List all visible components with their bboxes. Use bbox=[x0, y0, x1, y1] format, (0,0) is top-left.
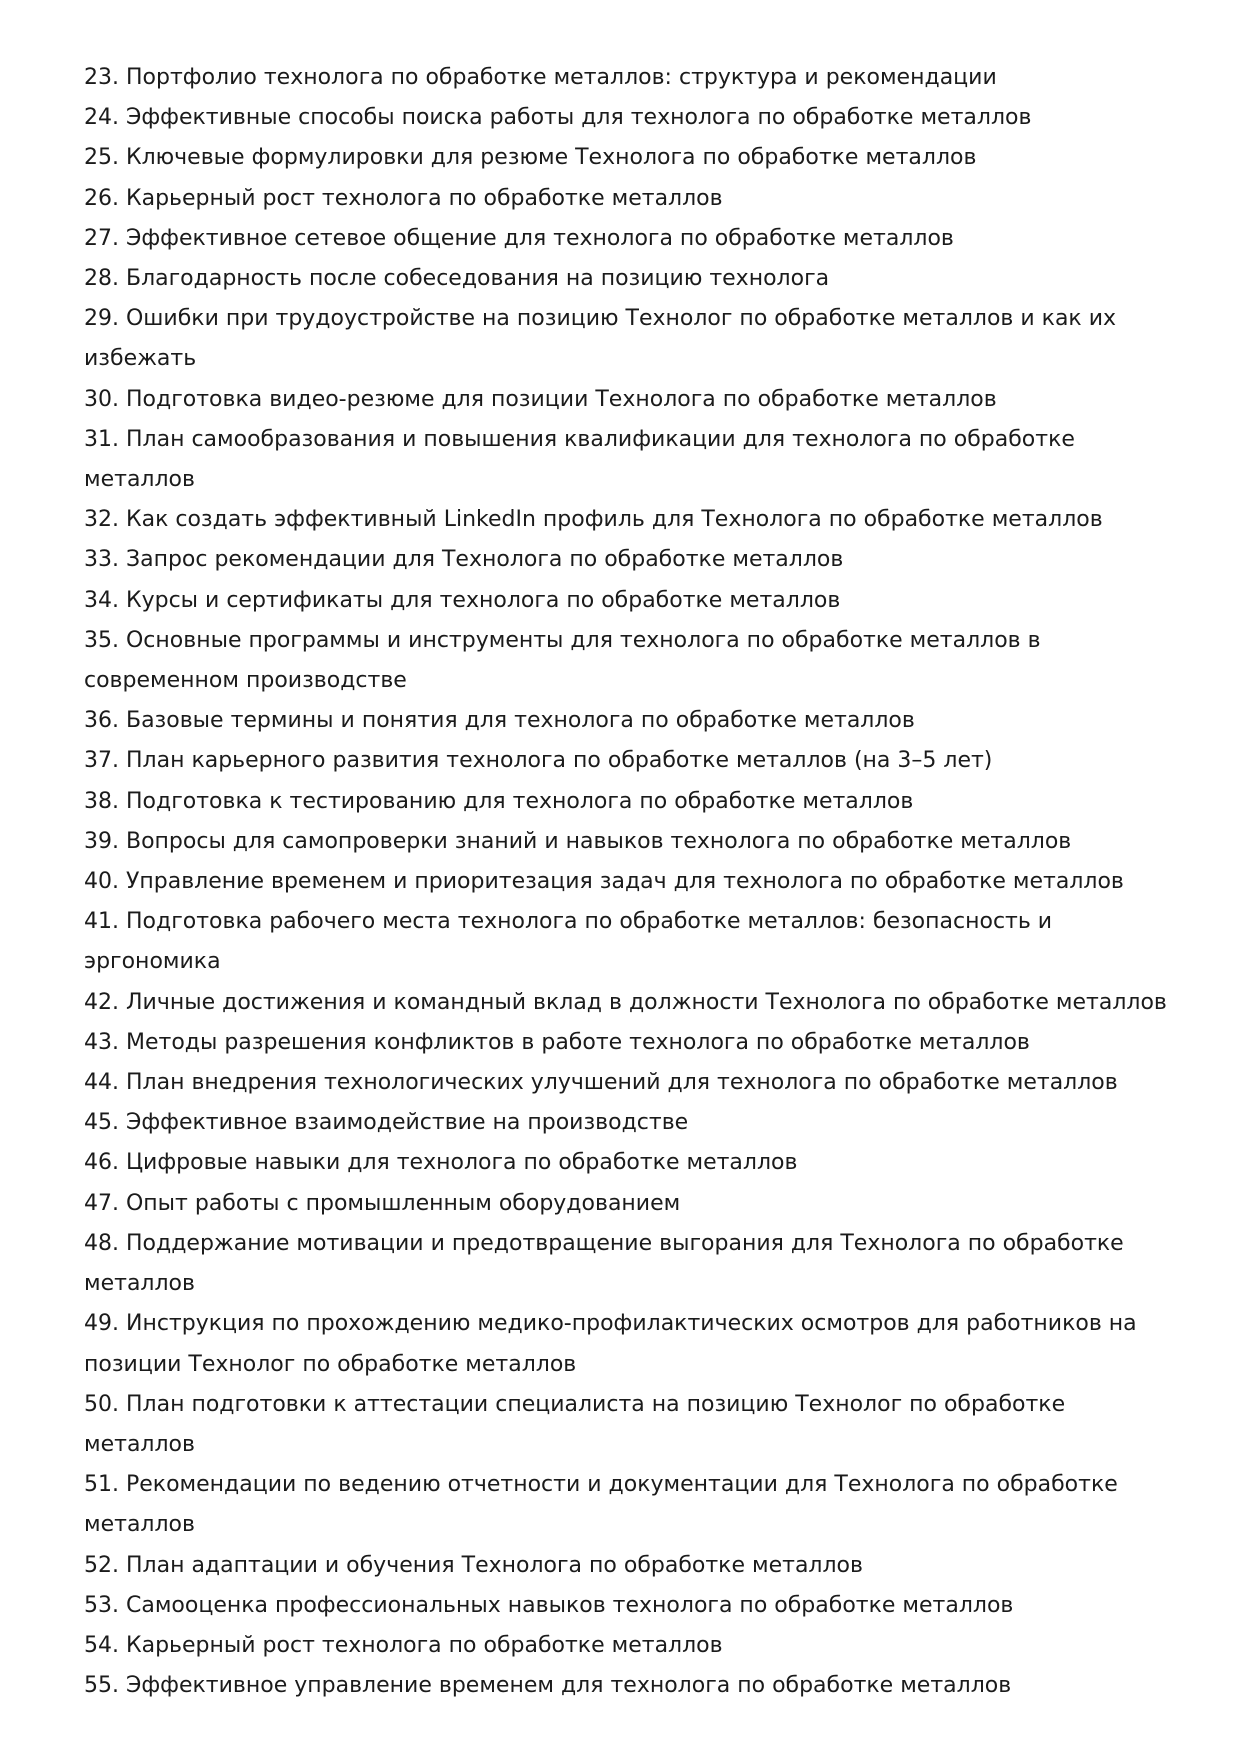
list-item: 49. Инструкция по прохождению медико-профилактических осмотров для работников на позиции Технолог по обработке металлов bbox=[84, 1311, 1137, 1377]
list-item: 53. Самооценка профессиональных навыков технолога по обработке металлов bbox=[84, 1592, 1014, 1618]
list-item: 47. Опыт работы с промышленным оборудованием bbox=[84, 1190, 681, 1216]
list-item: 51. Рекомендации по ведению отчетности и документации для Технолога по обработке металлов bbox=[84, 1472, 1118, 1538]
list-item: 24. Эффективные способы поиска работы для технолога по обработке металлов bbox=[84, 105, 1032, 131]
list-item: 30. Подготовка видео-резюме для позиции Технолога по обработке металлов bbox=[84, 386, 997, 412]
list-item: 54. Карьерный рост технолога по обработке металлов bbox=[84, 1632, 723, 1658]
list-item: 36. Базовые термины и понятия для технолога по обработке металлов bbox=[84, 708, 915, 734]
list-item: 39. Вопросы для самопроверки знаний и навыков технолога по обработке металлов bbox=[84, 828, 1072, 854]
list-item: 41. Подготовка рабочего места технолога по обработке металлов: безопасность и эргономика bbox=[84, 909, 1053, 975]
list-item: 27. Эффективное сетевое общение для технолога по обработке металлов bbox=[84, 225, 954, 251]
list-item: 38. Подготовка к тестированию для технолога по обработке металлов bbox=[84, 788, 914, 814]
contents-list bbox=[84, 58, 1174, 1706]
list-item: 26. Карьерный рост технолога по обработке металлов bbox=[84, 185, 723, 211]
list-item: 33. Запрос рекомендации для Технолога по обработке металлов bbox=[84, 547, 844, 573]
list-item: 48. Поддержание мотивации и предотвращение выгорания для Технолога по обработке металлов bbox=[84, 1230, 1124, 1297]
list-item: 50. План подготовки к аттестации специалиста на позицию Технолог по обработке металлов bbox=[84, 1391, 1066, 1457]
list-item: 45. Эффективное взаимодействие на производстве bbox=[84, 1110, 689, 1136]
list-item: 31. План самообразования и повышения квалификации для технолога по обработке металлов bbox=[84, 426, 1075, 493]
list-item: 34. Курсы и сертификаты для технолога по обработке металлов bbox=[84, 587, 841, 613]
list-item: 32. Как создать эффективный LinkedIn профиль для Технолога по обработке металлов bbox=[84, 507, 1103, 533]
list-item: 37. План карьерного развития технолога по обработке металлов (на 3–5 лет) bbox=[84, 748, 993, 774]
list-item: 28. Благодарность после собеседования на позицию технолога bbox=[84, 266, 830, 292]
list-item: 55. Эффективное управление временем для технолога по обработке металлов bbox=[84, 1673, 1012, 1699]
list-item: 25. Ключевые формулировки для резюме Технолога по обработке металлов bbox=[84, 145, 977, 171]
list-item: 35. Основные программы и инструменты для технолога по обработке металлов в современном производстве bbox=[84, 627, 1041, 694]
list-item: 23. Портфолио технолога по обработке металлов: структура и рекомендации bbox=[84, 65, 997, 90]
list-item: 52. План адаптации и обучения Технолога по обработке металлов bbox=[84, 1552, 863, 1578]
list-item: 43. Методы разрешения конфликтов в работе технолога по обработке металлов bbox=[84, 1029, 1030, 1055]
list-item: 29. Ошибки при трудоустройстве на позицию Технолог по обработке металлов и как их избежать bbox=[84, 306, 1117, 372]
list-item: 42. Личные достижения и командный вклад в должности Технолога по обработке металлов bbox=[84, 989, 1167, 1015]
document-page bbox=[84, 58, 1174, 1706]
list-item: 46. Цифровые навыки для технолога по обработке металлов bbox=[84, 1150, 798, 1176]
list-item: 44. План внедрения технологических улучшений для технолога по обработке металлов bbox=[84, 1070, 1118, 1096]
list-item: 40. Управление временем и приоритезация задач для технолога по обработке металлов bbox=[84, 869, 1124, 895]
